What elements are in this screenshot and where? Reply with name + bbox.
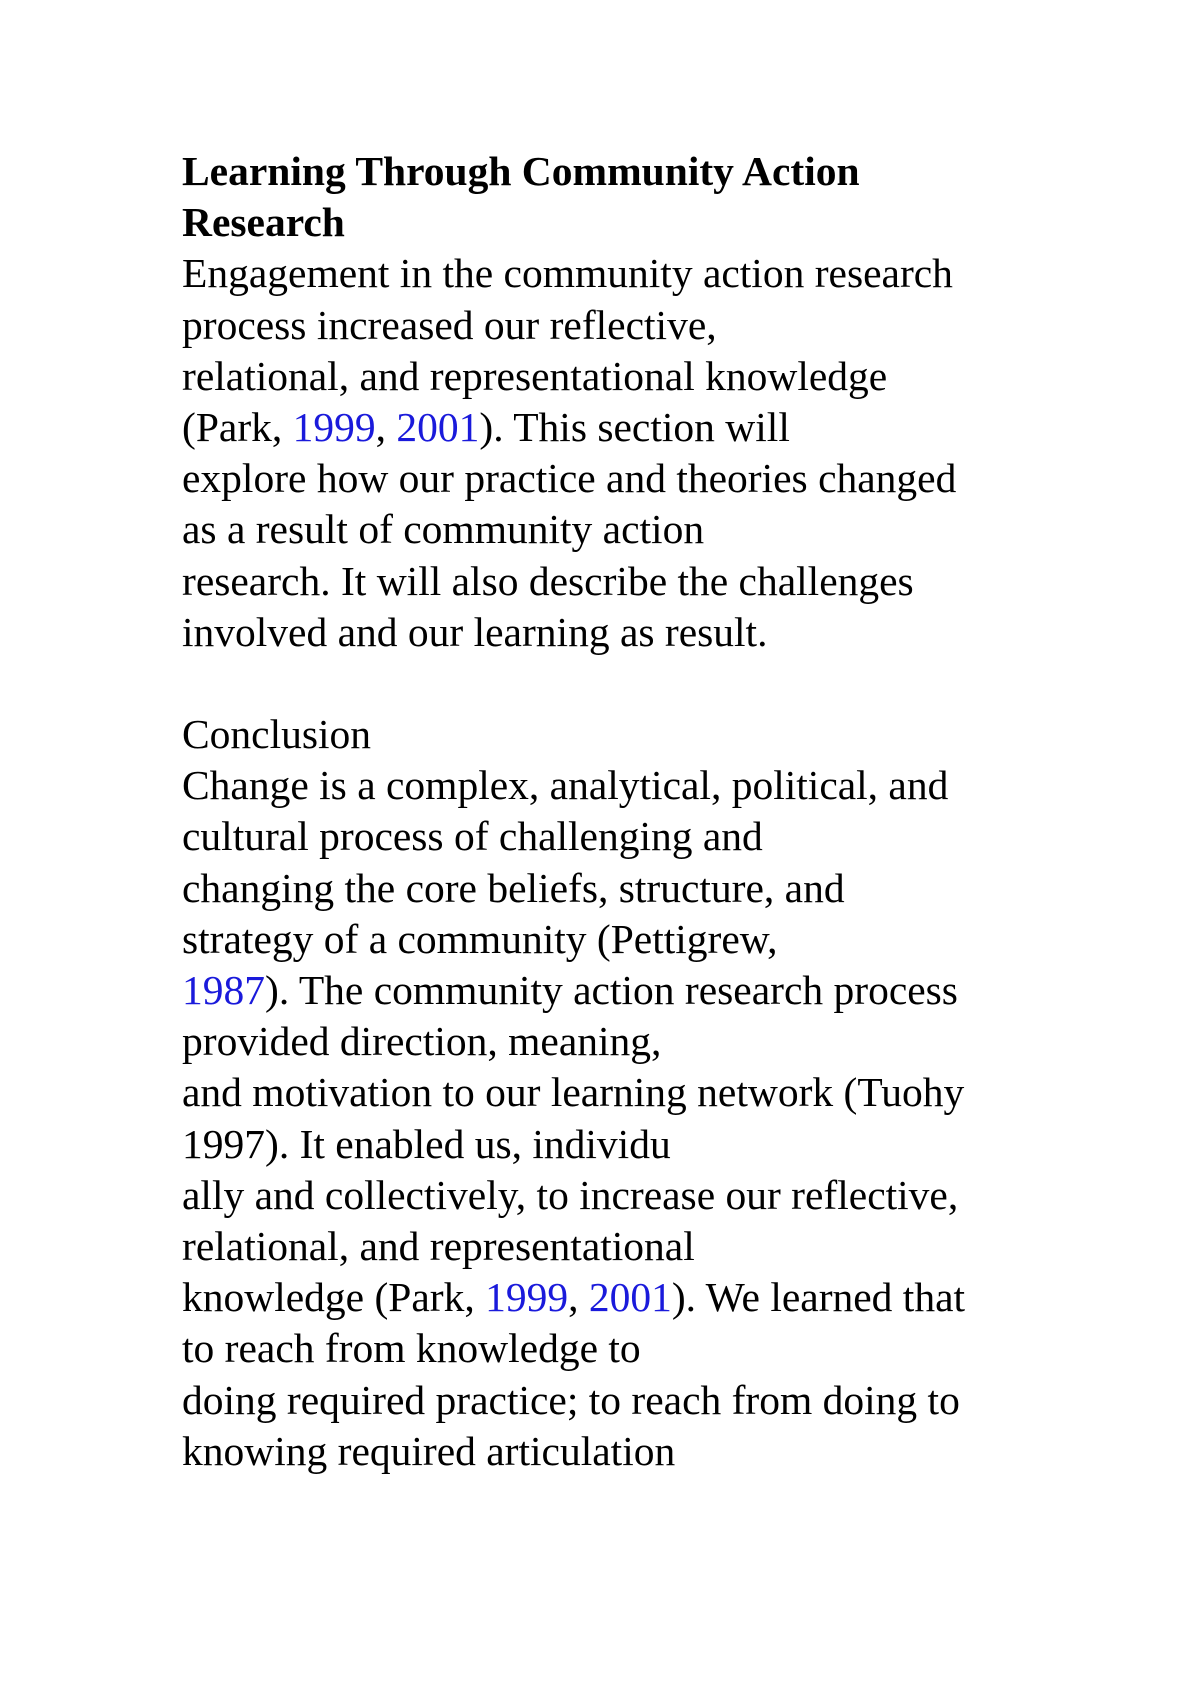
- paragraph-line: [182, 402, 1102, 453]
- paragraph-line: as a result of community action: [182, 506, 705, 553]
- paragraph-line: and motivation to our learning network (Tuohy: [182, 1069, 965, 1116]
- paragraph-line: cultural process of challenging and: [182, 813, 763, 860]
- paragraph-line: [182, 965, 1102, 1016]
- citation-link-2001[interactable]: 2001: [396, 403, 480, 450]
- paragraph-line: process increased our reflective,: [182, 301, 717, 348]
- citation-link-1999[interactable]: 1999: [292, 403, 376, 450]
- text-fragment: ). The community action research process: [265, 967, 958, 1013]
- citation-link-2001[interactable]: 2001: [588, 1274, 672, 1321]
- text-fragment: ). This section will: [479, 403, 790, 450]
- paragraph-line: explore how our practice and theories changed: [182, 455, 957, 502]
- paragraph-line: strategy of a community (Pettigrew,: [182, 915, 778, 962]
- paragraph-line: [182, 1272, 1102, 1323]
- paragraph-line: provided direction, meaning,: [182, 1018, 662, 1065]
- paragraph-line: changing the core beliefs, structure, and: [182, 864, 845, 911]
- paragraph-line: Engagement in the community action research: [182, 250, 953, 297]
- paragraph-line: 1997). It enabled us, individu: [182, 1120, 671, 1167]
- paragraph-line: knowing required articulation: [182, 1427, 676, 1474]
- paragraph-line: involved and our learning as result.: [182, 608, 768, 655]
- paragraph-line: ally and collectively, to increase our reflective,: [182, 1171, 959, 1218]
- section-heading: Learning Through Community Action: [182, 148, 860, 194]
- section-heading-continued: Research: [182, 199, 345, 246]
- text-fragment: ,: [568, 1274, 589, 1321]
- paragraph-line: Change is a complex, analytical, political, and: [182, 762, 949, 809]
- conclusion-heading: Conclusion: [182, 711, 372, 758]
- paragraph-line: to reach from knowledge to: [182, 1325, 641, 1372]
- text-fragment: (Park,: [182, 403, 293, 450]
- paragraph-line: relational, and representational: [182, 1222, 695, 1269]
- paragraph-line: doing required practice; to reach from doing to: [182, 1376, 960, 1423]
- document-page: [182, 146, 1102, 1477]
- text-fragment: ,: [375, 403, 397, 450]
- text-fragment: ). We learned that: [671, 1274, 966, 1321]
- citation-link-1987[interactable]: 1987: [182, 967, 265, 1013]
- text-fragment: knowledge (Park,: [182, 1274, 486, 1321]
- paragraph-line: relational, and representational knowledge: [182, 352, 888, 399]
- citation-link-1999[interactable]: 1999: [485, 1274, 569, 1321]
- paragraph-spacer: [182, 658, 1102, 709]
- paragraph-line: research. It will also describe the challenges: [182, 557, 914, 604]
